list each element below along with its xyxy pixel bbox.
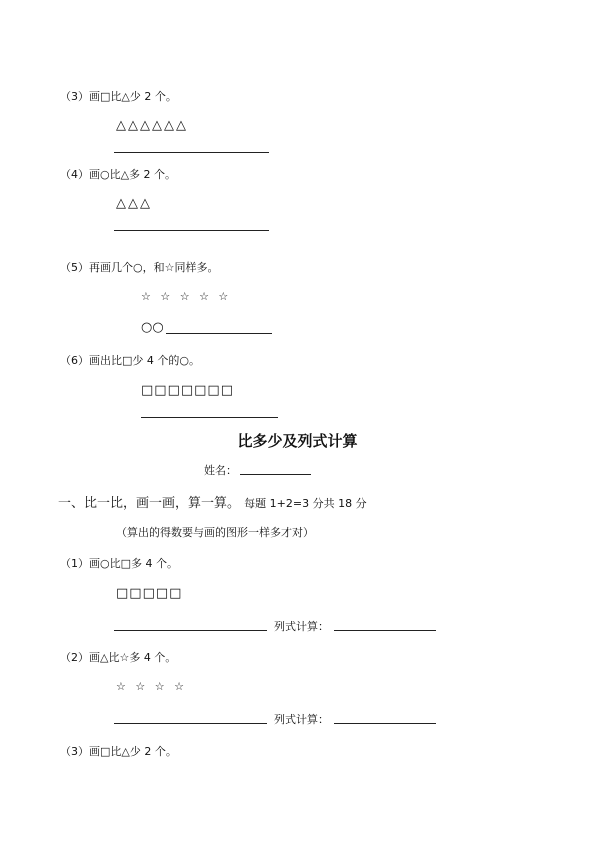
calc-line[interactable]: [334, 630, 436, 631]
answer-line[interactable]: [114, 152, 269, 153]
question-3b-label: （3）画□比△少 2 个。: [60, 745, 177, 758]
question-2-label: （2）画△比☆多 4 个。: [60, 651, 177, 664]
question-3-label: （3）画□比△少 2 个。: [60, 90, 177, 103]
answer-line[interactable]: [166, 333, 272, 334]
answer-line[interactable]: [141, 417, 278, 418]
squares-row: □□□□□: [116, 586, 183, 601]
section-1-score: 每题 1+2=3 分共 18 分: [244, 497, 367, 510]
calc-label: 列式计算：: [274, 713, 329, 726]
triangles-row: △△△: [116, 196, 152, 211]
triangles-row: △△△△△△: [116, 118, 188, 133]
name-label: 姓名：: [204, 464, 237, 477]
name-field[interactable]: [240, 474, 311, 475]
stars-row: ☆ ☆ ☆ ☆ ☆: [141, 290, 232, 303]
question-4-label: （4）画○比△多 2 个。: [60, 168, 177, 181]
answer-line[interactable]: [114, 230, 269, 231]
section-note: （算出的得数要与画的图形一样多才对）: [116, 526, 314, 539]
drawing-line[interactable]: [114, 630, 267, 631]
calc-line[interactable]: [334, 723, 436, 724]
squares-row: □□□□□□□: [141, 383, 234, 398]
stars-row: ☆ ☆ ☆ ☆: [116, 680, 187, 693]
calc-label: 列式计算：: [274, 620, 329, 633]
question-5-label: （5）再画几个○，和☆同样多。: [60, 261, 219, 274]
question-6-label: （6）画出比□少 4 个的○。: [60, 354, 200, 367]
question-1-label: （1）画○比□多 4 个。: [60, 557, 178, 570]
drawing-line[interactable]: [114, 723, 267, 724]
section-1-heading: [58, 492, 367, 511]
circles-row: ○○: [141, 320, 164, 335]
section-1-title: 一、比一比，画一画，算一算。: [58, 496, 241, 511]
worksheet-title: 比多少及列式计算: [237, 432, 358, 450]
